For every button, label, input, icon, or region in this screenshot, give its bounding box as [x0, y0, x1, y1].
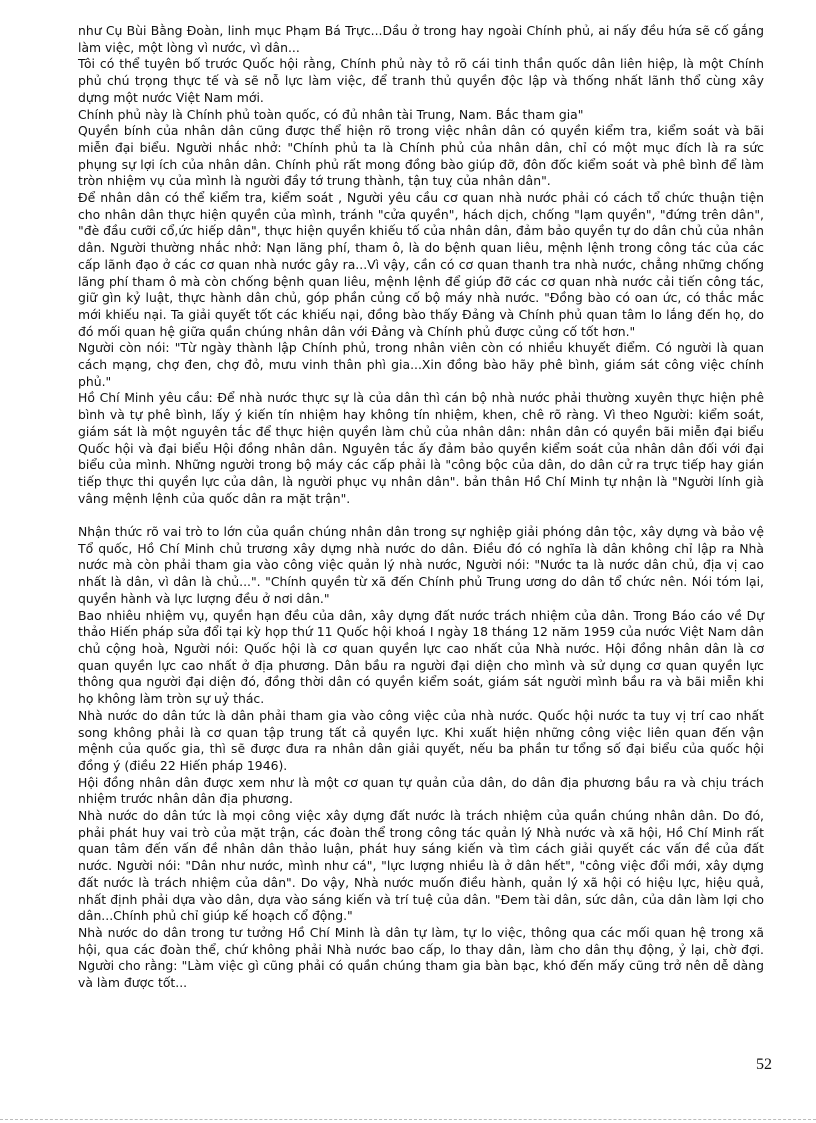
paragraph: Nhà nước do dân tức là dân phải tham gia vào công việc của nhà nước. Quốc hội nước ta tuy vị trí cao nhất song không phải là cơ quan tập trung tất cả quyền lực. Khi xuất hiện những công việc liên quan đến vận mệnh của quốc gia, thì sẽ được đưa ra nhân dân giải quyết, nếu ba phần tư tổng số đại biểu của quốc hội đồng ý (điều 22 Hiến pháp 1946). [78, 707, 764, 773]
paragraph: Hội đồng nhân dân được xem như là một cơ quan tự quản của dân, do dân địa phương bầu ra và chịu trách nhiệm trước nhân dân địa phương. [78, 774, 764, 807]
paragraph: Nhà nước do dân trong tư tưởng Hồ Chí Minh là dân tự làm, tự lo việc, thông qua các mối quan hệ trong xã hội, qua các đoàn thể, chứ không phải Nhà nước bao cấp, lo thay dân, làm cho dân thụ động, ỷ lại, chờ đợi. Người cho rằng: "Làm việc gì cũng phải có quần chúng tham gia bàn bạc, khó đến mấy cũng trở nên dễ dàng và làm được tốt... [78, 924, 764, 991]
paragraph: Chính phủ này là Chính phủ toàn quốc, có đủ nhân tài Trung, Nam. Bắc tham gia" [78, 106, 584, 122]
paragraph: Quyền bính của nhân dân cũng được thể hiện rõ trong việc nhân dân có quyền kiểm tra, kiểm soát và bãi miễn đại biểu. Người nhắc nhở: "Chính phủ ta là Chính phủ của nhân dân, chỉ có một mục đích là ra sức phụng sự lợi ích của nhân dân. Chính phủ rất mong đồng bào giúp đỡ, đôn đốc kiểm soát và phê bình để làm tròn nhiệm vụ của mình là người đầy tớ trung thành, tận tuỵ của nhân dân". [78, 123, 764, 189]
paragraph: Để nhân dân có thể kiểm tra, kiểm soát , Người yêu cầu cơ quan nhà nước phải có cách tổ chức thuận tiện cho nhân dân thực hiện quyền của mình, tránh "cửa quyền", hách dịch, chống "lạm quyền", "đứng trên dân", "đè đầu cưỡi cổ,ức hiếp dân", thực hiện quyền khiếu tố của nhân dân, đảm bảo quyền tự do dân chủ của nhân dân. Người thường nhắc nhở: Nạn lãng phí, tham ô, là do bệnh quan liêu, mệnh lệnh trong công tác của các cấp lãnh đạo ở các cơ quan nhà nước gây ra...Vì vậy, cần có cơ quan thanh tra nhà nước, chẳng những chống lãng phí tham ô mà còn chống bệnh quan liêu, mệnh lệnh để giúp đỡ các cơ quan nhà nước cải tiến công tác, giữ gìn kỷ luật, thực hành dân chủ, góp phần củng cố bộ máy nhà nước. "Đồng bào có oan ức, có thắc mắc mới khiếu nại. Ta giải quyết tốt các khiếu nại, đồng bào thấy Đảng và Chính phủ quan tâm lo lắng đến họ, do đó mối quan hệ giữa quần chúng nhân dân với Đảng và Chính phủ được củng cố tốt hơn." [78, 190, 764, 339]
body-text [78, 23, 764, 992]
paragraph: Nhận thức rõ vai trò to lớn của quần chúng nhân dân trong sự nghiệp giải phóng dân tộc, xây dựng và bảo vệ Tổ quốc, Hồ Chí Minh chủ trương xây dựng nhà nước do dân. Điều đó có nghĩa là dân không chỉ lập ra Nhà nước mà còn phải tham gia vào công việc quản lý nhà nước, Người nói: "Nước ta là nước dân chủ, địa vị cao nhất là dân, vì dân là chủ...". "Chính quyền từ xã đến Chính phủ Trung ương do dân tổ chức nên. Nói tóm lại, quyền hành và lực lượng đều ở nơi dân." [78, 524, 764, 606]
paragraph: Bao nhiêu nhiệm vụ, quyền hạn đều của dân, xây dựng đất nước trách nhiệm của dân. Trong Báo cáo về Dự thảo Hiến pháp sửa đổi tại kỳ họp thứ 11 Quốc hội khoá I ngày 18 tháng 12 năm 1959 của nước Việt Nam dân chủ cộng hoà, Người nói: Quốc hội là cơ quan quyền lực cao nhất của Nhà nước. Hội đồng nhân dân là cơ quan quyền lực cao nhất ở địa phương. Dân bầu ra người đại diện cho mình và sử dụng cơ quan quyền lực thông qua người đại diện đó, đồng thời dân có quyền kiểm soát, giám sát người mình bầu ra và bãi miễn khi họ không làm tròn sự uỷ thác. [78, 607, 764, 707]
paragraph: Nhà nước do dân tức là mọi công việc xây dựng đất nước là trách nhiệm của quần chúng nhân dân. Do đó, phải phát huy vai trò của mặt trận, các đoàn thể trong công tác quản lý Nhà nước và xã hội, Hồ Chí Minh rất quan tâm đến vấn đề nhân dân thảo luận, phát huy sáng kiến và tìm cách giải quyết các vấn đề của đất nước. Người nói: "Dân như nước, mình như cá", "lực lượng nhiều là ở dân hết", "công việc đổi mới, xây dựng đất nước là trách nhiệm của dân". Do vậy, Nhà nước muốn điều hành, quản lý xã hội có hiệu lực, hiệu quả, nhất định phải dựa vào dân, dựa vào sáng kiến và trí tuệ của dân. "Đem tài dân, sức dân, của dân làm lợi cho dân...Chính phủ chỉ giúp kế hoạch cổ động." [78, 808, 764, 924]
paragraph: như Cụ Bùi Bằng Đoàn, linh mục Phạm Bá Trực...Dầu ở trong hay ngoài Chính phủ, ai nấy đều hứa sẽ cố gắng làm việc, một lòng vì nước, vì dân... [78, 23, 764, 55]
page-bottom-edge [0, 1119, 816, 1120]
paragraph: Người còn nói: "Từ ngày thành lập Chính phủ, trong nhân viên còn có nhiều khuyết điểm. Có người là quan cách mạng, chợ đen, chợ đỏ, mưu vinh thân phì gia...Xin đồng bào hãy phê bình, giám sát công việc chính phủ." [78, 340, 764, 389]
paragraph: Tôi có thể tuyên bố trước Quốc hội rằng, Chính phủ này tỏ rõ cái tinh thần quốc dân liên hiệp, là một Chính phủ chú trọng thực tế và sẽ nỗ lực làm việc, để tranh thủ quyền độc lập và thống nhất lãnh thổ cùng xây dựng một nước Việt Nam mới. [78, 56, 764, 105]
page-number: 52 [756, 1056, 772, 1073]
paragraph: Hồ Chí Minh yêu cầu: Để nhà nước thực sự là của dân thì cán bộ nhà nước phải thường xuyên thực hiện phê bình và tự phê bình, lấy ý kiến tín nhiệm hay không tín nhiệm, khen, chê rõ ràng. Vì theo Người: kiểm soát, giám sát là một nguyên tắc để thực hiện quyền làm chủ của nhân dân: nhân dân có quyền bãi miễn đại biểu Quốc hội và đại biểu Hội đồng nhân dân. Nguyên tắc ấy đảm bảo quyền kiểm soát của nhân dân đối với đại biểu của mình. Những người trong bộ máy các cấp phải là "công bộc của dân, do dân cử ra trực tiếp hay gián tiếp thực thi quyền lực của dân, là người phục vụ nhân dân". bản thân Hồ Chí Minh tự nhận là "Người lính già vâng mệnh lệnh của quốc dân ra mặt trận". [78, 390, 764, 506]
